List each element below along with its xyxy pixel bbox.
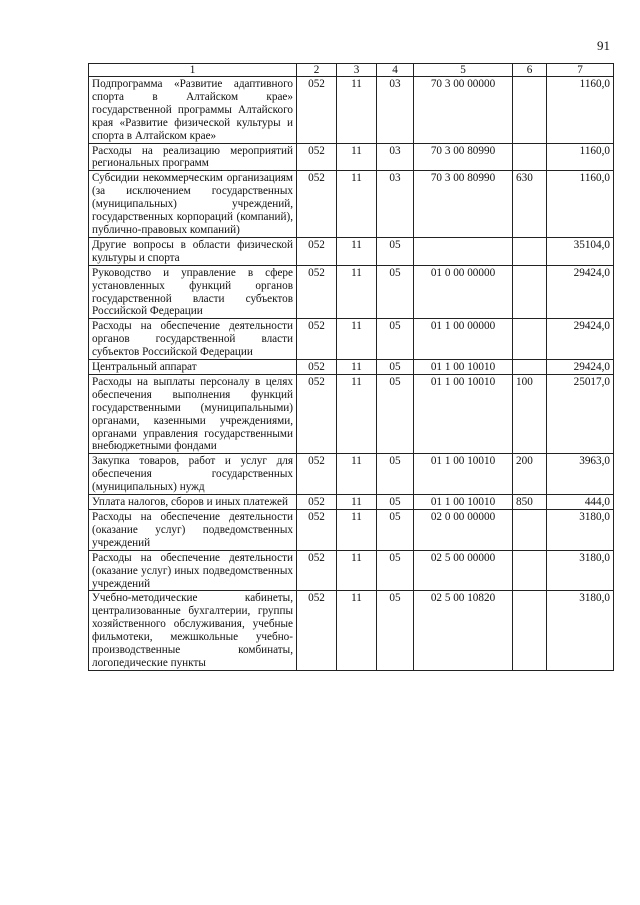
row-sum: 3180,0 xyxy=(547,591,614,670)
row-sum: 35104,0 xyxy=(547,237,614,265)
table-row xyxy=(89,510,614,551)
row-csr: 70 3 00 80990 xyxy=(414,143,513,171)
row-vr: 630 xyxy=(513,171,547,238)
row-csr: 01 1 00 10010 xyxy=(414,360,513,375)
table-row xyxy=(89,237,614,265)
row-sum: 1160,0 xyxy=(547,77,614,144)
row-vr xyxy=(513,360,547,375)
row-rz: 11 xyxy=(337,550,377,591)
row-csr: 02 5 00 10820 xyxy=(414,591,513,670)
row-sum: 29424,0 xyxy=(547,360,614,375)
row-pr: 03 xyxy=(377,171,414,238)
row-rz: 11 xyxy=(337,265,377,319)
row-vr: 100 xyxy=(513,374,547,453)
row-ved: 052 xyxy=(297,495,337,510)
column-header: 4 xyxy=(377,64,414,77)
row-csr: 01 0 00 00000 xyxy=(414,265,513,319)
row-name: Руководство и управление в сфере установленных функций органов государственной власти субъектов Российской Федерации xyxy=(89,265,297,319)
row-vr xyxy=(513,237,547,265)
row-vr xyxy=(513,265,547,319)
row-pr: 03 xyxy=(377,77,414,144)
row-name: Расходы на выплаты персоналу в целях обеспечения выполнения функций государственными (муниципальными) органами, казенными учреждениями, органами управления государственными внебюджетными фондами xyxy=(89,374,297,453)
column-header: 2 xyxy=(297,64,337,77)
row-sum: 29424,0 xyxy=(547,265,614,319)
row-rz: 11 xyxy=(337,591,377,670)
row-rz: 11 xyxy=(337,171,377,238)
row-name: Расходы на реализацию мероприятий региональных программ xyxy=(89,143,297,171)
row-ved: 052 xyxy=(297,454,337,495)
row-ved: 052 xyxy=(297,143,337,171)
table-row xyxy=(89,591,614,670)
row-sum: 3180,0 xyxy=(547,510,614,551)
header-row xyxy=(89,64,614,77)
table-row xyxy=(89,77,614,144)
row-csr: 02 5 00 00000 xyxy=(414,550,513,591)
row-pr: 05 xyxy=(377,319,414,360)
row-pr: 03 xyxy=(377,143,414,171)
row-rz: 11 xyxy=(337,143,377,171)
column-header: 6 xyxy=(513,64,547,77)
row-rz: 11 xyxy=(337,510,377,551)
row-vr xyxy=(513,591,547,670)
row-name: Уплата налогов, сборов и иных платежей xyxy=(89,495,297,510)
row-pr: 05 xyxy=(377,237,414,265)
row-vr xyxy=(513,510,547,551)
row-ved: 052 xyxy=(297,360,337,375)
row-sum: 25017,0 xyxy=(547,374,614,453)
table-row xyxy=(89,454,614,495)
row-csr: 01 1 00 00000 xyxy=(414,319,513,360)
row-pr: 05 xyxy=(377,454,414,495)
row-ved: 052 xyxy=(297,374,337,453)
budget-table xyxy=(88,63,614,671)
row-vr: 850 xyxy=(513,495,547,510)
row-name: Субсидии некоммерческим организациям (за исключением государственных (муниципальных) учреждений, государственных корпораций (компаний), публично-правовых компаний) xyxy=(89,171,297,238)
row-csr: 70 3 00 00000 xyxy=(414,77,513,144)
table-row xyxy=(89,550,614,591)
row-ved: 052 xyxy=(297,77,337,144)
row-name: Расходы на обеспечение деятельности органов государственной власти субъектов Российской Федерации xyxy=(89,319,297,360)
row-name: Другие вопросы в области физической культуры и спорта xyxy=(89,237,297,265)
row-ved: 052 xyxy=(297,510,337,551)
table-row xyxy=(89,143,614,171)
table-row xyxy=(89,265,614,319)
table-row xyxy=(89,495,614,510)
row-csr: 01 1 00 10010 xyxy=(414,495,513,510)
row-vr xyxy=(513,319,547,360)
row-rz: 11 xyxy=(337,77,377,144)
row-sum: 3963,0 xyxy=(547,454,614,495)
row-csr: 01 1 00 10010 xyxy=(414,374,513,453)
row-ved: 052 xyxy=(297,265,337,319)
row-ved: 052 xyxy=(297,171,337,238)
row-rz: 11 xyxy=(337,237,377,265)
row-csr xyxy=(414,237,513,265)
row-name: Расходы на обеспечение деятельности (оказание услуг) подведомственных учреждений xyxy=(89,510,297,551)
row-vr xyxy=(513,77,547,144)
column-header: 3 xyxy=(337,64,377,77)
row-pr: 05 xyxy=(377,360,414,375)
row-name: Учебно-методические кабинеты, централизованные бухгалтерии, группы хозяйственного обслуживания, учебные фильмотеки, межшкольные учебно-производственные комбинаты, логопедические пункты xyxy=(89,591,297,670)
row-rz: 11 xyxy=(337,360,377,375)
row-ved: 052 xyxy=(297,591,337,670)
row-sum: 1160,0 xyxy=(547,171,614,238)
row-name: Подпрограмма «Развитие адаптивного спорта в Алтайском крае» государственной программы Алтайского края «Развитие физической культуры и спорта в Алтайском крае» xyxy=(89,77,297,144)
row-rz: 11 xyxy=(337,454,377,495)
row-sum: 29424,0 xyxy=(547,319,614,360)
row-pr: 05 xyxy=(377,591,414,670)
table-row xyxy=(89,171,614,238)
row-pr: 05 xyxy=(377,265,414,319)
column-header: 5 xyxy=(414,64,513,77)
column-header: 1 xyxy=(89,64,297,77)
table-row xyxy=(89,360,614,375)
row-rz: 11 xyxy=(337,319,377,360)
row-csr: 70 3 00 80990 xyxy=(414,171,513,238)
row-rz: 11 xyxy=(337,374,377,453)
row-ved: 052 xyxy=(297,237,337,265)
row-sum: 3180,0 xyxy=(547,550,614,591)
row-vr: 200 xyxy=(513,454,547,495)
row-pr: 05 xyxy=(377,510,414,551)
row-name: Закупка товаров, работ и услуг для обеспечения государственных (муниципальных) нужд xyxy=(89,454,297,495)
row-pr: 05 xyxy=(377,374,414,453)
column-header: 7 xyxy=(547,64,614,77)
row-name: Расходы на обеспечение деятельности (оказание услуг) иных подведомственных учреждений xyxy=(89,550,297,591)
row-csr: 01 1 00 10010 xyxy=(414,454,513,495)
page-number: 91 xyxy=(597,38,610,53)
row-name: Центральный аппарат xyxy=(89,360,297,375)
row-pr: 05 xyxy=(377,495,414,510)
row-sum: 444,0 xyxy=(547,495,614,510)
table-row xyxy=(89,374,614,453)
row-csr: 02 0 00 00000 xyxy=(414,510,513,551)
row-vr xyxy=(513,550,547,591)
row-vr xyxy=(513,143,547,171)
row-sum: 1160,0 xyxy=(547,143,614,171)
row-pr: 05 xyxy=(377,550,414,591)
row-ved: 052 xyxy=(297,550,337,591)
row-rz: 11 xyxy=(337,495,377,510)
row-ved: 052 xyxy=(297,319,337,360)
table-row xyxy=(89,319,614,360)
